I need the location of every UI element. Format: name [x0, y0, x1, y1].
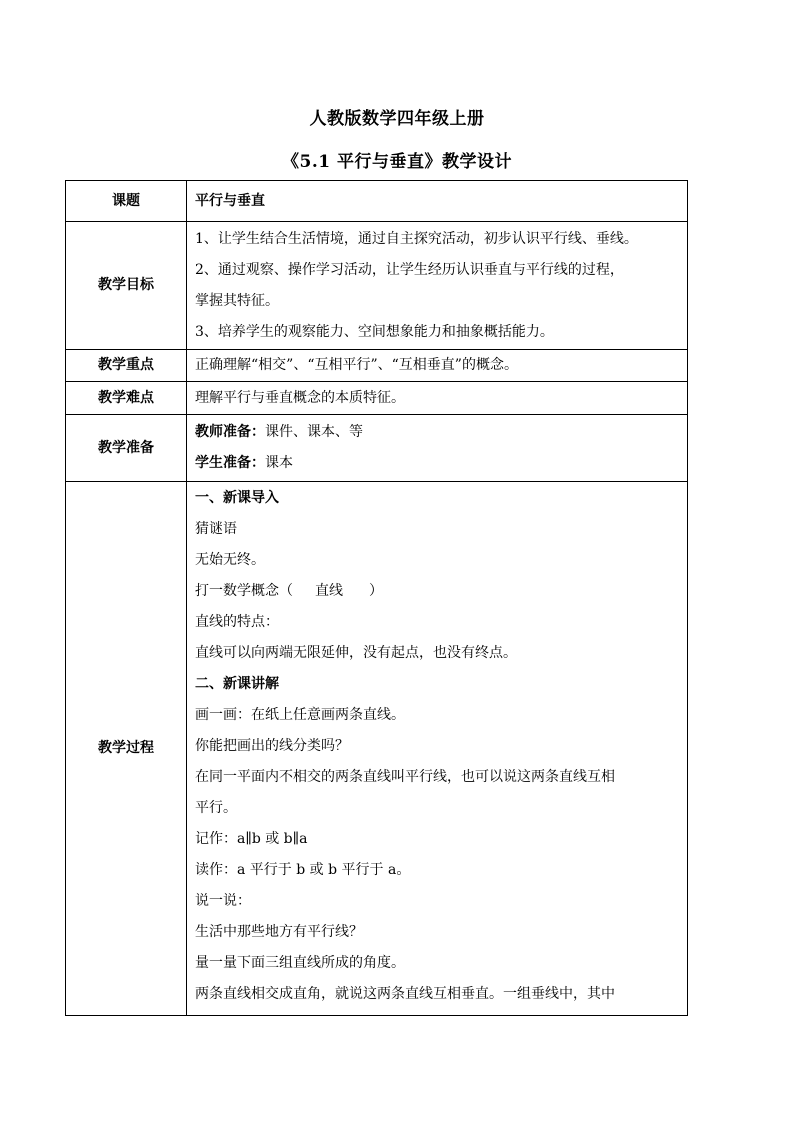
student-prep-line: [195, 448, 683, 479]
riddle-answer: 直线: [315, 583, 343, 599]
measure-instruction: 量一量下面三组直线所成的角度。: [195, 955, 405, 971]
key-points-value: 正确理解“相交”、“互相平行”、“互相垂直”的概念。: [187, 350, 688, 382]
perpendicular-definition: 两条直线相交成直角，就说这两条直线互相垂直。一组垂线中，其中: [195, 986, 615, 1002]
discuss-prompt: 说一说：: [195, 893, 251, 909]
section-heading-intro: 一、新课导入: [195, 490, 279, 506]
parallel-reading: 读作：a 平行于 b 或 b 平行于 a。: [195, 862, 411, 878]
teacher-prep-value: 课件、课本、等: [265, 424, 363, 440]
riddle-hint-prefix: 打一数学概念（: [195, 583, 293, 599]
document-subtitle: 《5.1 平行与垂直》教学设计: [282, 152, 512, 172]
preparation-label: 教学准备: [66, 415, 187, 482]
goals-content: [187, 222, 688, 350]
table-row-process: [66, 482, 688, 1016]
topic-value: 平行与垂直: [187, 181, 688, 222]
life-question: 生活中那些地方有平行线？: [195, 924, 363, 940]
teacher-prep-line: [195, 417, 683, 448]
student-prep-label: 学生准备：: [195, 455, 265, 471]
parallel-definition-2: 平行。: [195, 800, 237, 816]
lesson-plan-table: [65, 180, 688, 1016]
table-row-goals: [66, 222, 688, 350]
process-content: [187, 482, 688, 1016]
goal-line-1: 1、让学生结合生活情境，通过自主探究活动，初步认识平行线、垂线。: [195, 230, 638, 247]
goal-line-2: 2、通过观察、操作学习活动，让学生经历认识垂直与平行线的过程，: [195, 261, 624, 278]
table-row-topic: [66, 181, 688, 222]
table-row-preparation: [66, 415, 688, 482]
line-feature-title: 直线的特点：: [195, 614, 279, 630]
preparation-content: [187, 415, 688, 482]
goal-line-4: 3、培养学生的观察能力、空间想象能力和抽象概括能力。: [195, 323, 554, 340]
table-row-key-points: [66, 350, 688, 382]
difficulties-label: 教学难点: [66, 382, 187, 415]
goals-label: 教学目标: [66, 222, 187, 350]
section-heading-lesson: 二、新课讲解: [195, 676, 279, 692]
classify-question: 你能把画出的线分类吗？: [195, 738, 349, 754]
riddle-title: 猜谜语: [195, 521, 237, 537]
parallel-notation: 记作：a∥b 或 b∥a: [195, 831, 308, 847]
riddle-hint: [195, 576, 683, 607]
teacher-prep-label: 教师准备：: [195, 424, 265, 440]
difficulties-value: 理解平行与垂直概念的本质特征。: [187, 382, 688, 415]
parallel-definition-1: 在同一平面内不相交的两条直线叫平行线，也可以说这两条直线互相: [195, 769, 615, 785]
draw-instruction: 画一画：在纸上任意画两条直线。: [195, 707, 405, 723]
process-label: 教学过程: [66, 482, 187, 1016]
line-feature-text: 直线可以向两端无限延伸，没有起点，也没有终点。: [195, 645, 517, 661]
table-row-difficulties: [66, 382, 688, 415]
topic-label: 课题: [66, 181, 187, 222]
goal-line-3: 掌握其特征。: [195, 292, 279, 309]
riddle-hint-suffix: ）: [369, 583, 383, 599]
riddle-text: 无始无终。: [195, 552, 265, 568]
document-title: 人教版数学四年级上册: [309, 109, 485, 129]
key-points-label: 教学重点: [66, 350, 187, 382]
student-prep-value: 课本: [265, 455, 293, 471]
